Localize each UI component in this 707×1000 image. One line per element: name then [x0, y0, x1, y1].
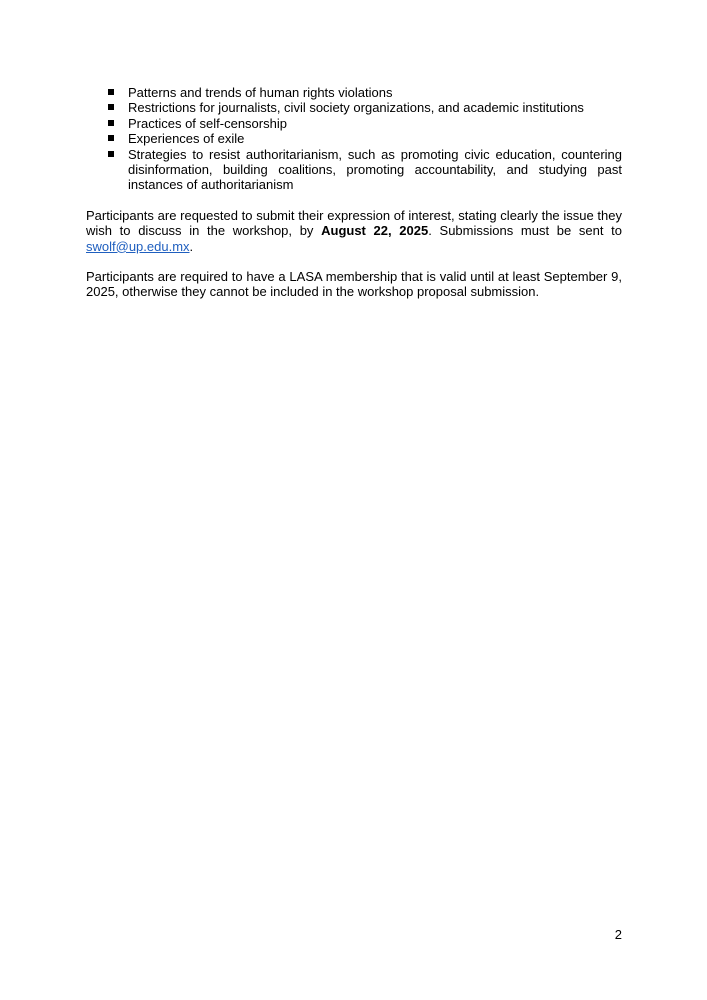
list-item: [86, 131, 622, 146]
list-item: [86, 85, 622, 100]
list-item: [86, 100, 622, 115]
topic-list: [86, 85, 622, 193]
square-bullet-icon: [108, 151, 114, 157]
square-bullet-icon: [108, 89, 114, 95]
page-content: [86, 85, 622, 300]
list-item-text: Patterns and trends of human rights violations: [128, 85, 393, 100]
list-item: [86, 147, 622, 193]
email-link[interactable]: swolf@up.edu.mx: [86, 238, 190, 254]
list-item-text: Strategies to resist authoritarianism, such as promoting civic education, countering disinformation, building coalitions, promoting accountability, and studying past instances of authoritarianism: [128, 146, 622, 193]
square-bullet-icon: [108, 120, 114, 126]
membership-paragraph: Participants are required to have a LASA membership that is valid until at least September 9, 2025, otherwise they cannot be included in the workshop proposal submission.: [86, 269, 622, 300]
square-bullet-icon: [108, 104, 114, 110]
page-number: 2: [614, 927, 622, 942]
list-item-text: Restrictions for journalists, civil society organizations, and academic institutions: [128, 100, 584, 116]
list-item-text: Practices of self-censorship: [128, 115, 287, 131]
submission-paragraph: [86, 208, 622, 254]
submission-text-start: Participants are requested to submit their expression of interest, stating clearly the issue they wish to discuss in the workshop, by: [86, 207, 622, 239]
list-item-text: Experiences of exile: [128, 131, 245, 147]
square-bullet-icon: [108, 135, 114, 141]
list-item: [86, 116, 622, 131]
submission-text-middle: . Submissions must be sent to: [428, 223, 622, 239]
submission-text-end: .: [189, 238, 194, 254]
deadline-date: August 22, 2025: [321, 223, 429, 239]
